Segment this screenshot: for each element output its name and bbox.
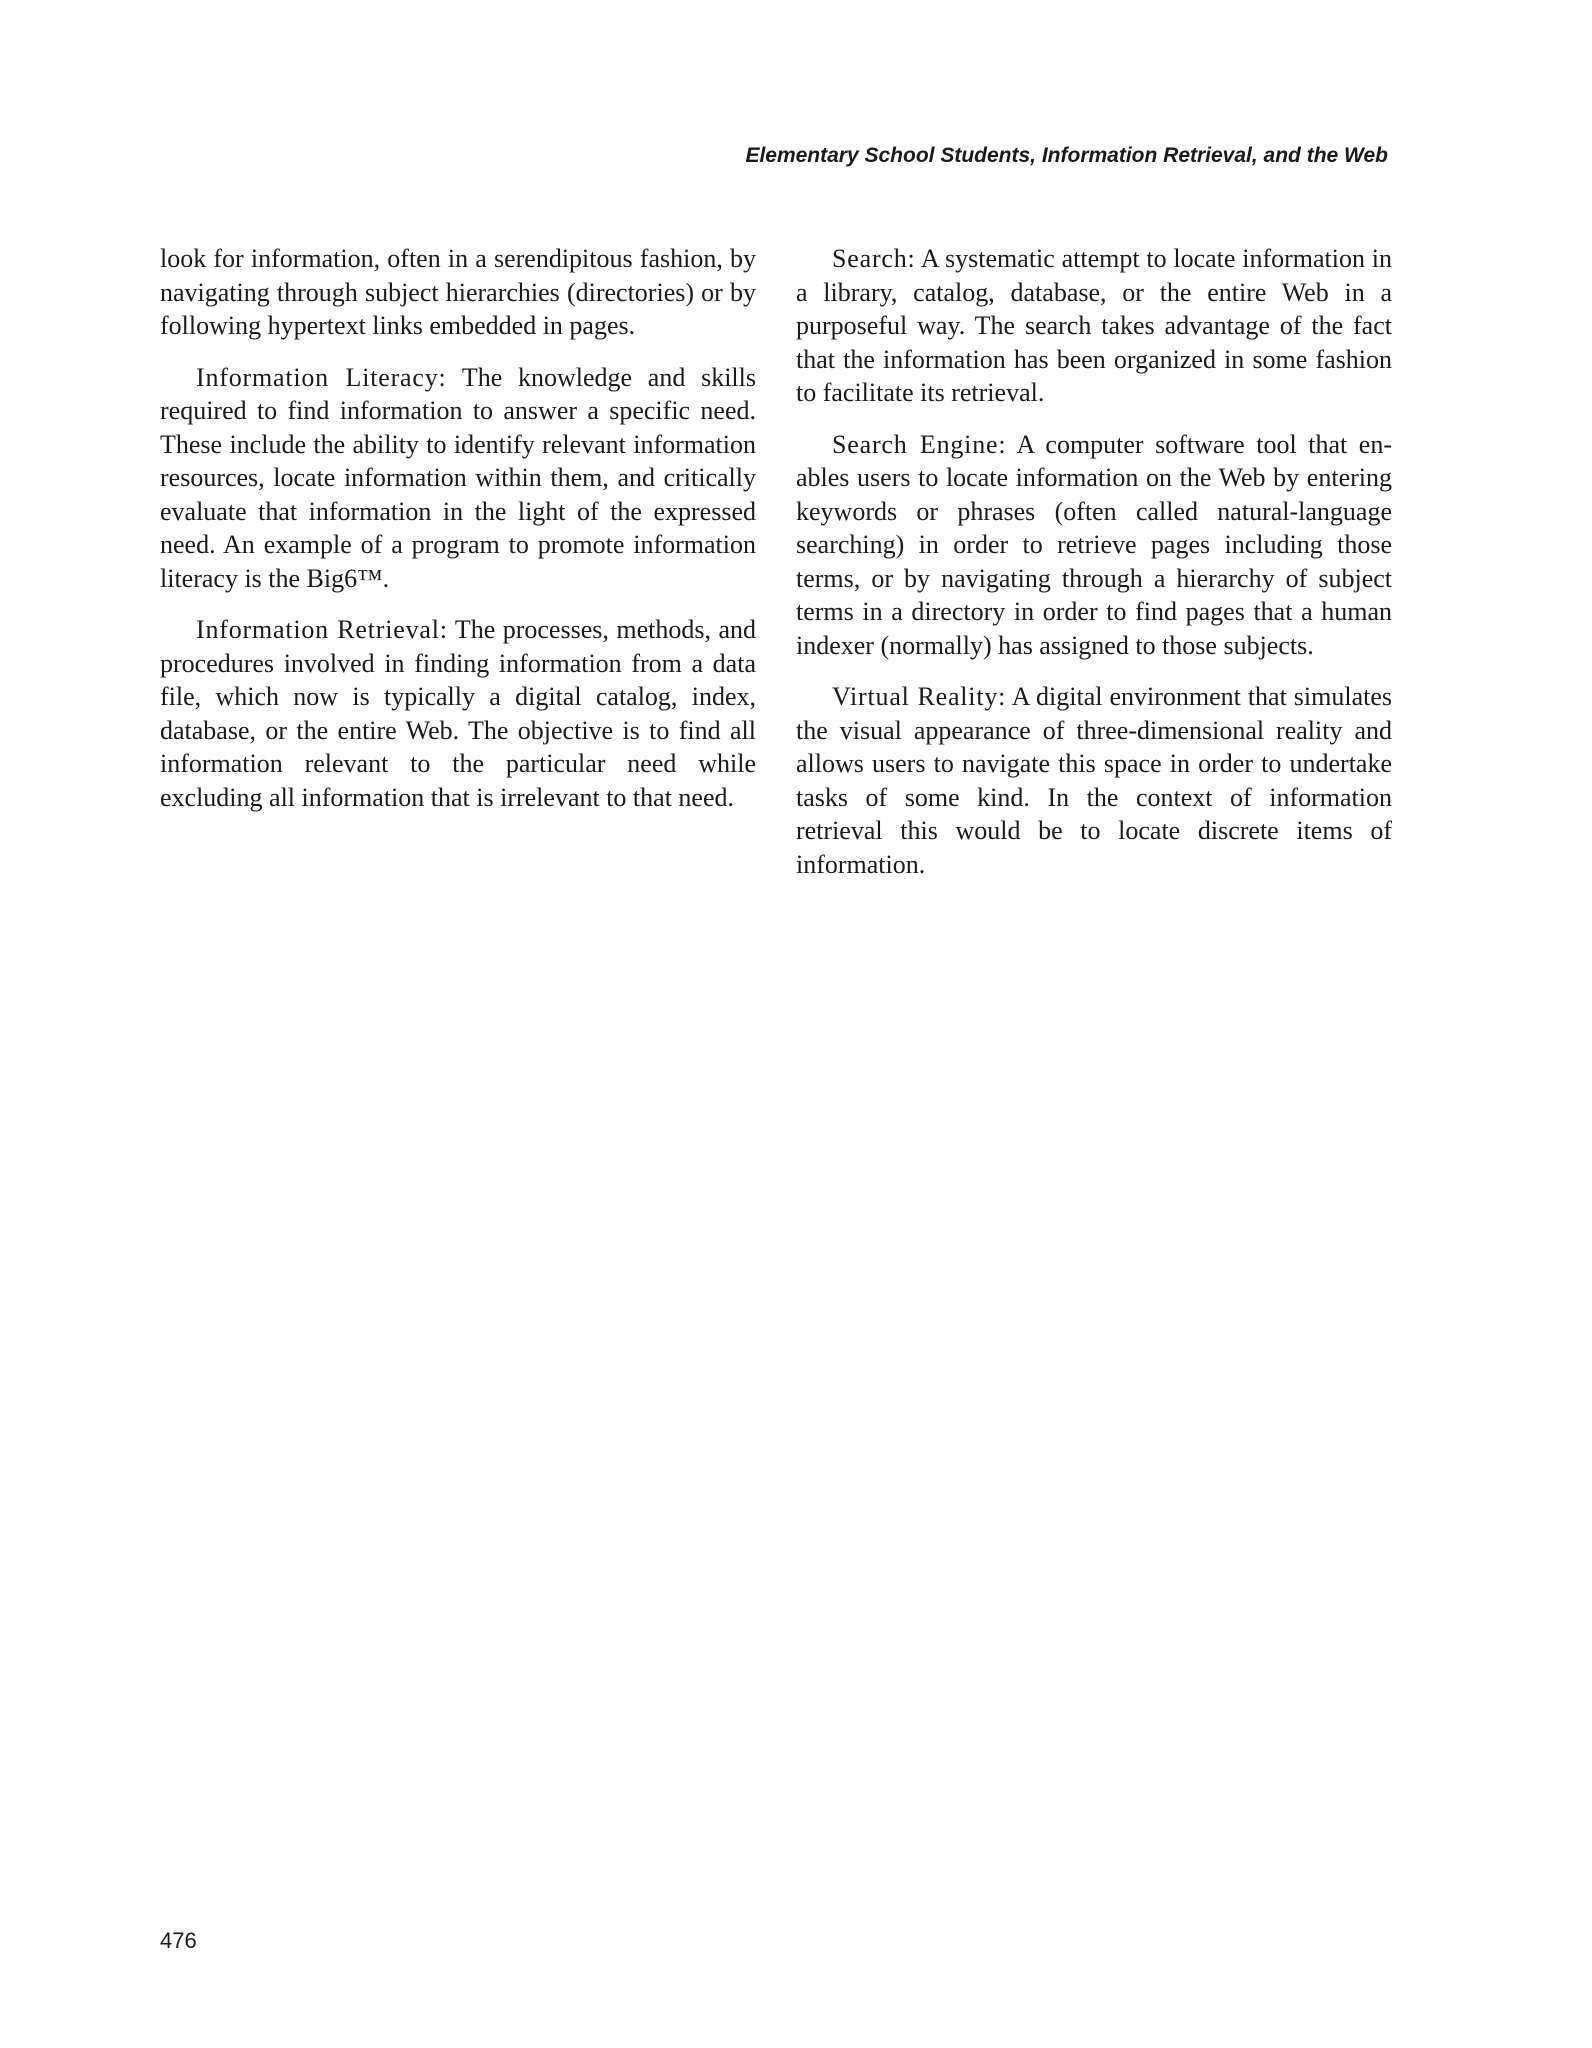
- glossary-definition: A systematic attempt to locate information in a library, catalog, database, or the entire Web in a purposeful way. The search takes advantage of the fact that the information has been organized in some fashion to facilitate its retrieval.: [796, 244, 1392, 407]
- page-number: 476: [160, 1928, 197, 1953]
- glossary-entry-information-literacy: [160, 361, 756, 596]
- glossary-term: Information Literacy:: [196, 362, 447, 392]
- glossary-term: Search Engine:: [832, 429, 1007, 459]
- right-column: [796, 242, 1392, 899]
- glossary-definition: A digital environment that simulates the visual appearance of three-dimensional reality and allows users to navigate this space in order to undertake tasks of some kind. In the context of information retrieval this would be to locate discrete items of information.: [796, 682, 1393, 879]
- glossary-term: Information Retrieval:: [196, 615, 448, 644]
- glossary-definition: A computer software tool that enables users to locate information on the Web by entering keywords or phrases (often called natural-language searching) in order to retrieve pages including those terms, or by navigating through a hierarchy of subject terms in a directory in order to find pages that a human indexer (normally) has assigned to those subjects.: [796, 429, 1392, 660]
- glossary-definition: The processes, methods, and procedures involved in finding information from a data file, which now is typically a digital catalog, index, database, or the entire Web. The objective is to find all information relevant to the particular need while excluding all information that is irrelevant to that need.: [160, 615, 756, 812]
- left-column: [160, 242, 756, 832]
- running-head: Elementary School Students, Information Retrieval, and the Web: [745, 144, 1388, 167]
- glossary-entry-information-retrieval: [160, 613, 756, 814]
- glossary-entry-search: [796, 242, 1392, 410]
- glossary-term: Virtual Reality:: [832, 682, 1007, 711]
- glossary-definition: The knowledge and skills required to find information to answer a specific need. These include the ability to identify relevant information resources, locate information within them, and critically evaluate that information in the light of the expressed need. An example of a program to promote information literacy is the Big6™.: [160, 362, 756, 593]
- continuation-paragraph: look for information, often in a serendipitous fashion, by navigating through subject hierarchies (directories) or by following hypertext links embedded in pages.: [160, 244, 756, 340]
- glossary-term: Search:: [832, 244, 916, 273]
- glossary-entry-virtual-reality: [796, 680, 1392, 881]
- glossary-entry-search-engine: [796, 428, 1392, 663]
